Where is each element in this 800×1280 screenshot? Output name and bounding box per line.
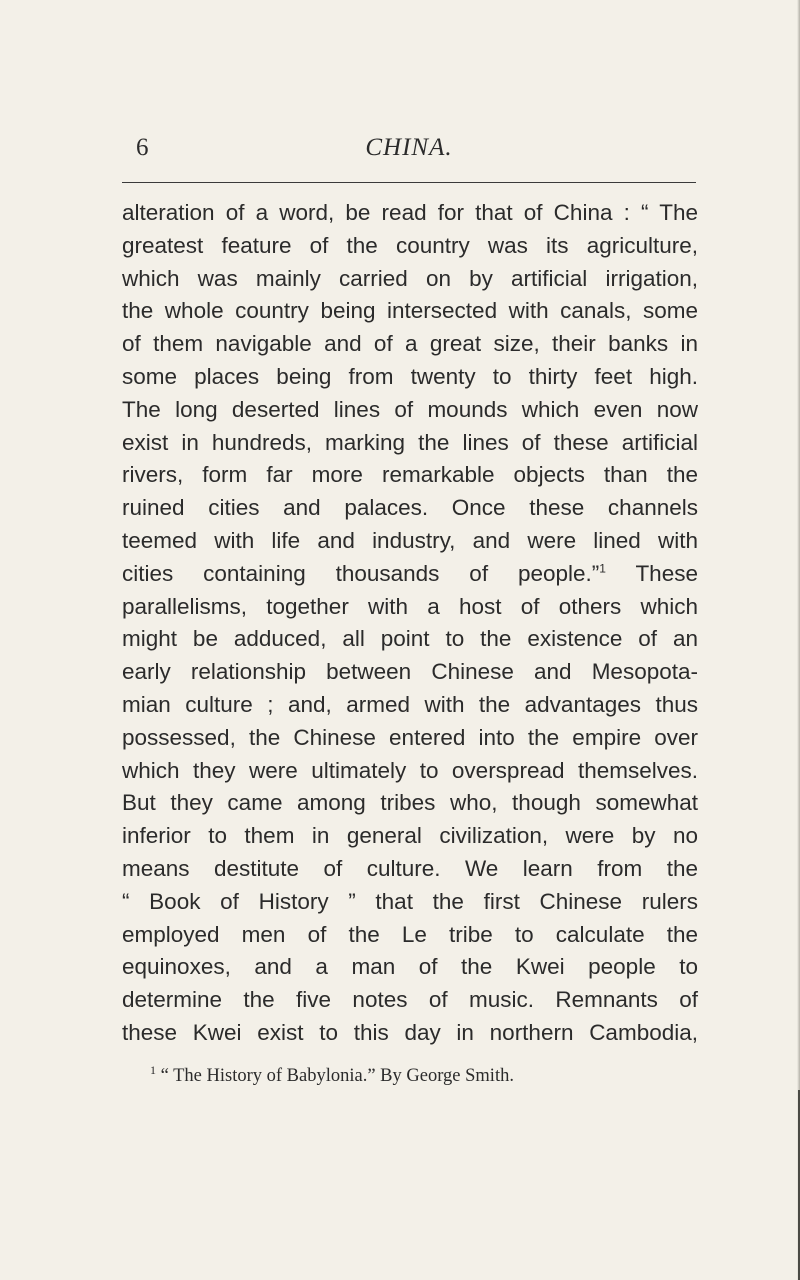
text-line: teemed with life and industry, and were lined with: [122, 527, 698, 553]
text-line: early relationship between Chinese and Mesopota-: [122, 659, 698, 685]
text-line: rivers, form far more remarkable objects than the: [122, 462, 698, 488]
header-rule: [122, 182, 696, 183]
text-line: might be adduced, all point to the existence of an: [122, 626, 698, 652]
text-line: exist in hundreds, marking the lines of these artificial: [122, 429, 698, 455]
footnote-reference: 1: [599, 561, 606, 576]
text-line: determine the five notes of music. Remnants of: [122, 987, 698, 1013]
line-tail: These: [635, 560, 698, 586]
page-number: 6: [136, 134, 149, 161]
text-line: which was mainly carried on by artificial irrigation,: [122, 265, 698, 291]
text-line: some places being from twenty to thirty feet high.: [122, 363, 698, 389]
text-line: alteration of a word, be read for that of China : “ The: [122, 200, 698, 225]
text-line: employed men of the Le tribe to calculate the: [122, 921, 698, 947]
text-line: inferior to them in general civilization, were by no: [122, 823, 698, 849]
text-line: The long deserted lines of mounds which even now: [122, 396, 698, 422]
text-line: parallelisms, together with a host of others which: [122, 593, 698, 619]
text-line: means destitute of culture. We learn from the: [122, 855, 698, 881]
text-line: these Kwei exist to this day in northern Cambodia,: [122, 1019, 698, 1045]
text-line: mian culture ; and, armed with the advantages thus: [122, 691, 698, 717]
text-line: But they came among tribes who, though somewhat: [122, 790, 698, 816]
text-line: ruined cities and palaces. Once these channels: [122, 495, 698, 521]
body-text: [122, 197, 698, 1050]
line-text: cities containing thousands of people.”: [122, 560, 600, 586]
footnote: [150, 1062, 514, 1087]
footnote-marker: 1: [150, 1062, 156, 1077]
page-header: [122, 132, 696, 176]
footnote-text: “ The History of Babylonia.” By George Smith.: [160, 1066, 514, 1086]
text-line: equinoxes, and a man of the Kwei people to: [122, 954, 698, 980]
text-line: which they were ultimately to overspread themselves.: [122, 757, 698, 783]
text-line: of them navigable and of a great size, their banks in: [122, 331, 698, 357]
text-line: “ Book of History ” that the first Chinese rulers: [122, 888, 698, 914]
text-line: the whole country being intersected with canals, some: [122, 298, 698, 324]
text-line: possessed, the Chinese entered into the empire over: [122, 724, 698, 750]
text-line-with-footnote: [122, 558, 698, 591]
text-line: greatest feature of the country was its agriculture,: [122, 232, 698, 258]
running-title: CHINA.: [365, 134, 453, 161]
